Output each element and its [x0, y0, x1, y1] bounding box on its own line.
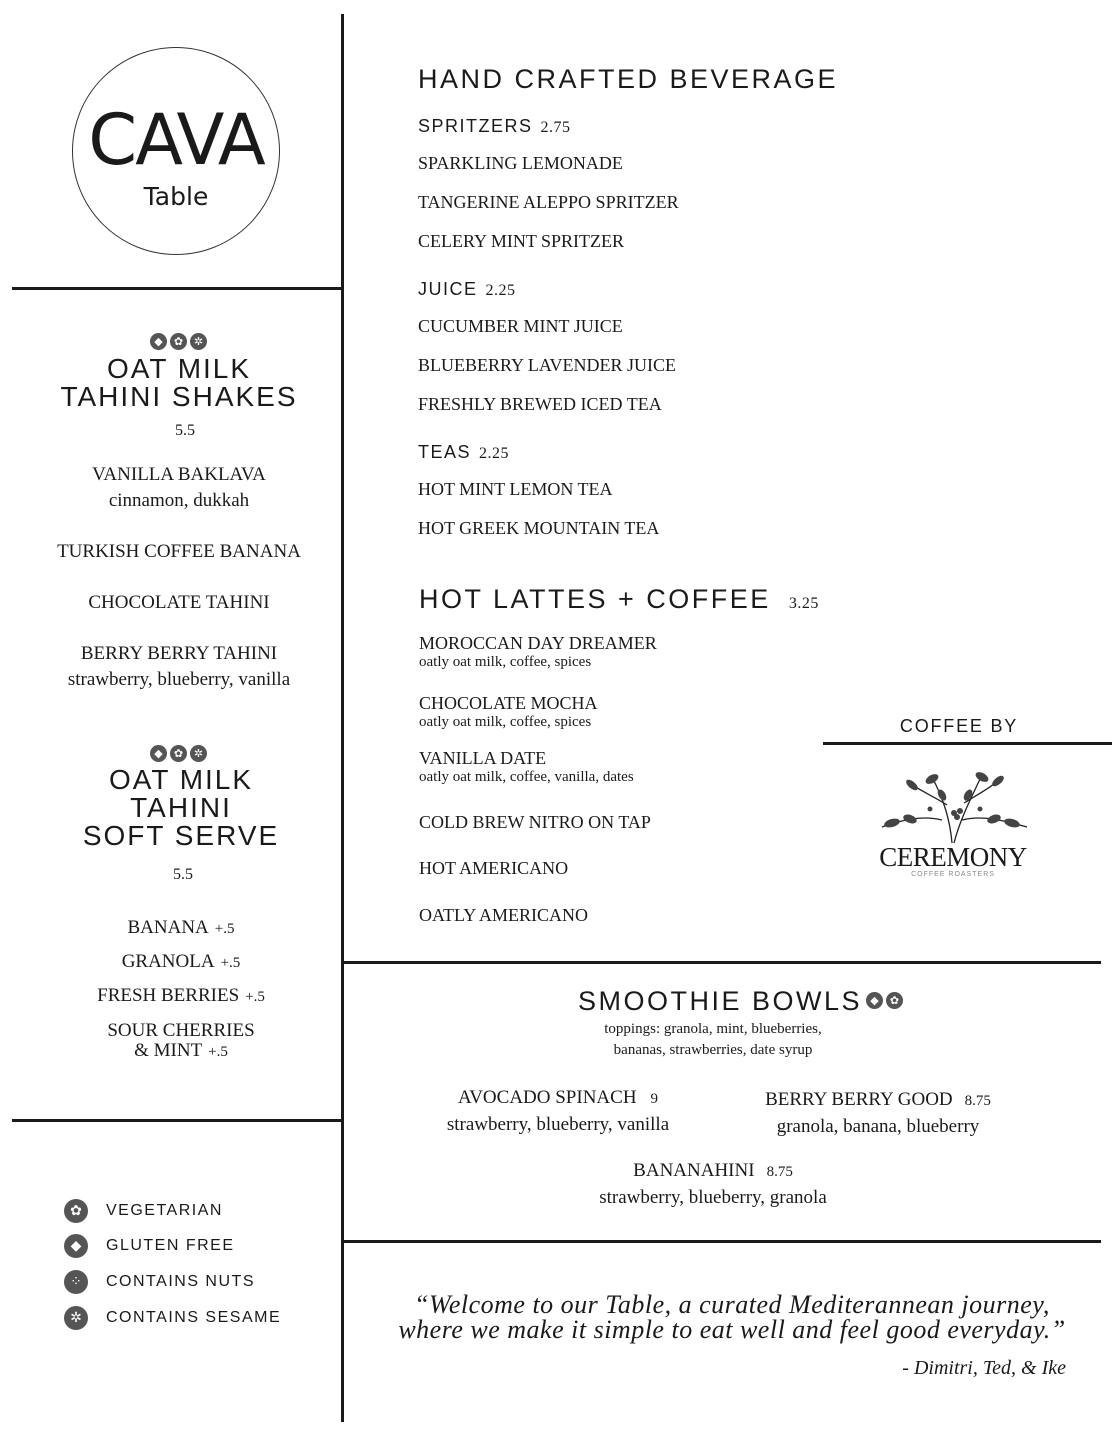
flower-icon: ✿ — [170, 333, 187, 350]
legend-contains-nuts — [64, 1270, 255, 1294]
item-desc: oatly oat milk, coffee, spices — [419, 714, 592, 730]
brand-logo — [72, 47, 280, 255]
item-desc: strawberry, blueberry, vanilla — [446, 1114, 670, 1135]
smoothie-item — [408, 1085, 708, 1138]
flower-icon: ✿ — [64, 1199, 88, 1223]
roaster-subtitle: COFFEE ROASTERS — [911, 871, 995, 878]
item-desc: oatly oat milk, coffee, vanilla, dates — [419, 769, 634, 785]
list-item: HOT GREEK MOUNTAIN TEA — [418, 518, 660, 538]
coffee-by-divider — [823, 742, 1112, 745]
list-item — [16, 915, 346, 942]
list-item — [14, 462, 344, 514]
item-price: +.5 — [214, 921, 235, 937]
item-price: 8.75 — [766, 1164, 793, 1180]
soft-serve-price: 5.5 — [173, 866, 193, 883]
list-item — [16, 1021, 346, 1062]
list-item: OATLY AMERICANO — [419, 905, 589, 925]
item-name: BERRY BERRY GOOD — [765, 1089, 953, 1110]
nut-icon: ⁘ — [64, 1270, 88, 1294]
item-desc: oatly oat milk, coffee, spices — [419, 654, 592, 670]
sesame-icon: ✲ — [190, 745, 207, 762]
section-label: SPRITZERS — [418, 116, 533, 136]
smoothie-item — [563, 1158, 863, 1211]
item-name: BANANAHINI — [633, 1160, 755, 1181]
list-item: TURKISH COFFEE BANANA — [57, 541, 301, 562]
smoothie-header — [578, 986, 862, 1016]
flower-icon: ✿ — [886, 992, 903, 1009]
diamond-icon: ◆ — [64, 1234, 88, 1258]
list-item: CUCUMBER MINT JUICE — [418, 316, 623, 336]
juice-header — [418, 279, 516, 300]
spritzers-header — [418, 116, 571, 137]
brand-subname: Table — [143, 182, 209, 211]
item-name-line2: & MINT — [134, 1040, 203, 1061]
list-item — [16, 949, 346, 976]
legend-vegetarian — [64, 1199, 223, 1223]
item-price: +.5 — [220, 955, 241, 971]
legend-label: CONTAINS NUTS — [106, 1273, 255, 1290]
list-item: CHOCOLATE TAHINI — [88, 592, 270, 613]
smoothie-toppings — [563, 1019, 863, 1061]
sesame-icon: ✲ — [190, 333, 207, 350]
coffee-plant-illustration — [872, 765, 1034, 845]
item-name: VANILLA BAKLAVA — [92, 464, 266, 485]
list-item: HOT AMERICANO — [419, 858, 569, 878]
diamond-icon: ◆ — [150, 745, 167, 762]
vertical-divider — [341, 14, 344, 1422]
list-item: TANGERINE ALEPPO SPRITZER — [418, 192, 679, 212]
section-price: 2.75 — [540, 119, 571, 136]
soft-serve-title-line2: TAHINI — [130, 792, 232, 823]
list-item — [16, 983, 346, 1010]
right-divider-smoothie — [343, 961, 1101, 964]
soft-serve-title-line3: SOFT SERVE — [82, 820, 280, 851]
smoothie-item — [728, 1087, 1028, 1140]
sesame-icon: ✲ — [64, 1306, 88, 1330]
legend-contains-sesame — [64, 1306, 281, 1330]
list-item — [419, 747, 634, 786]
toppings-line2: bananas, strawberries, date syrup — [613, 1042, 813, 1058]
item-name: BANANA — [127, 917, 209, 938]
item-name: MOROCCAN DAY DREAMER — [419, 633, 657, 653]
quote-signature: - Dimitri, Ted, & Ike — [902, 1357, 1066, 1379]
soft-serve-title-line1: OAT MILK — [108, 764, 254, 795]
welcome-quote — [350, 1292, 1112, 1342]
quote-line2: where we make it simple to eat well and feel good everyday.” — [398, 1315, 1066, 1344]
list-item: BLUEBERRY LAVENDER JUICE — [418, 355, 677, 375]
lattes-header — [419, 584, 819, 614]
diamond-icon: ◆ — [866, 992, 883, 1009]
shakes-title-line1: OAT MILK — [106, 353, 252, 384]
item-price: 8.75 — [964, 1093, 991, 1109]
section-label: TEAS — [418, 442, 472, 462]
brand-name: CAVA — [88, 99, 264, 181]
lattes-title: HOT LATTES + COFFEE — [419, 584, 771, 614]
smoothie-title: SMOOTHIE BOWLS — [578, 986, 863, 1016]
shakes-header — [14, 355, 344, 411]
legend-gluten-free — [64, 1234, 235, 1258]
section-label: JUICE — [418, 279, 478, 299]
list-item: SPARKLING LEMONADE — [418, 153, 623, 173]
list-item — [14, 641, 344, 693]
shakes-diet-icons — [150, 333, 207, 350]
legend-label: CONTAINS SESAME — [106, 1309, 282, 1326]
item-desc: cinnamon, dukkah — [108, 490, 250, 511]
section-price: 2.25 — [479, 445, 510, 462]
item-name: FRESH BERRIES — [97, 985, 240, 1006]
shakes-price: 5.5 — [175, 422, 195, 439]
item-name: BERRY BERRY TAHINI — [80, 643, 278, 664]
item-name-line1: SOUR CHERRIES — [107, 1020, 255, 1041]
item-price: +.5 — [245, 989, 265, 1005]
section-price: 2.25 — [485, 282, 516, 299]
list-item: COLD BREW NITRO ON TAP — [419, 812, 651, 832]
flower-icon: ✿ — [170, 745, 187, 762]
list-item: FRESHLY BREWED ICED TEA — [418, 394, 662, 414]
beverage-title: HAND CRAFTED BEVERAGE — [418, 64, 839, 94]
quote-line1: “Welcome to our Table, a curated Mediterannean journey, — [414, 1290, 1050, 1319]
list-item: HOT MINT LEMON TEA — [418, 479, 613, 499]
diamond-icon: ◆ — [150, 333, 167, 350]
item-name: AVOCADO SPINACH — [457, 1087, 637, 1108]
list-item: CELERY MINT SPRITZER — [418, 231, 625, 251]
toppings-line1: toppings: granola, mint, blueberries, — [604, 1021, 822, 1037]
item-price: 9 — [650, 1091, 659, 1107]
item-desc: strawberry, blueberry, granola — [599, 1187, 827, 1208]
list-item — [419, 632, 657, 671]
item-desc: granola, banana, blueberry — [776, 1116, 980, 1137]
right-divider-quote — [343, 1240, 1101, 1243]
legend-label: VEGETARIAN — [106, 1202, 223, 1219]
left-divider-bottom — [12, 1119, 342, 1122]
item-price: +.5 — [208, 1044, 228, 1060]
smoothie-diet-icons — [866, 992, 903, 1009]
teas-header — [418, 442, 509, 463]
soft-serve-diet-icons — [150, 745, 207, 762]
list-item — [419, 692, 598, 731]
item-name: VANILLA DATE — [419, 748, 547, 768]
lattes-price: 3.25 — [788, 595, 819, 612]
item-desc: strawberry, blueberry, vanilla — [67, 669, 291, 690]
coffee-by-label: COFFEE BY — [899, 716, 1019, 736]
left-divider-top — [12, 287, 342, 290]
shakes-title-line2: TAHINI SHAKES — [60, 381, 298, 412]
roaster-name: CEREMONY — [879, 842, 1027, 872]
legend-label: GLUTEN FREE — [106, 1237, 235, 1254]
soft-serve-header — [16, 766, 346, 850]
item-name: CHOCOLATE MOCHA — [419, 693, 598, 713]
item-name: GRANOLA — [121, 951, 215, 972]
